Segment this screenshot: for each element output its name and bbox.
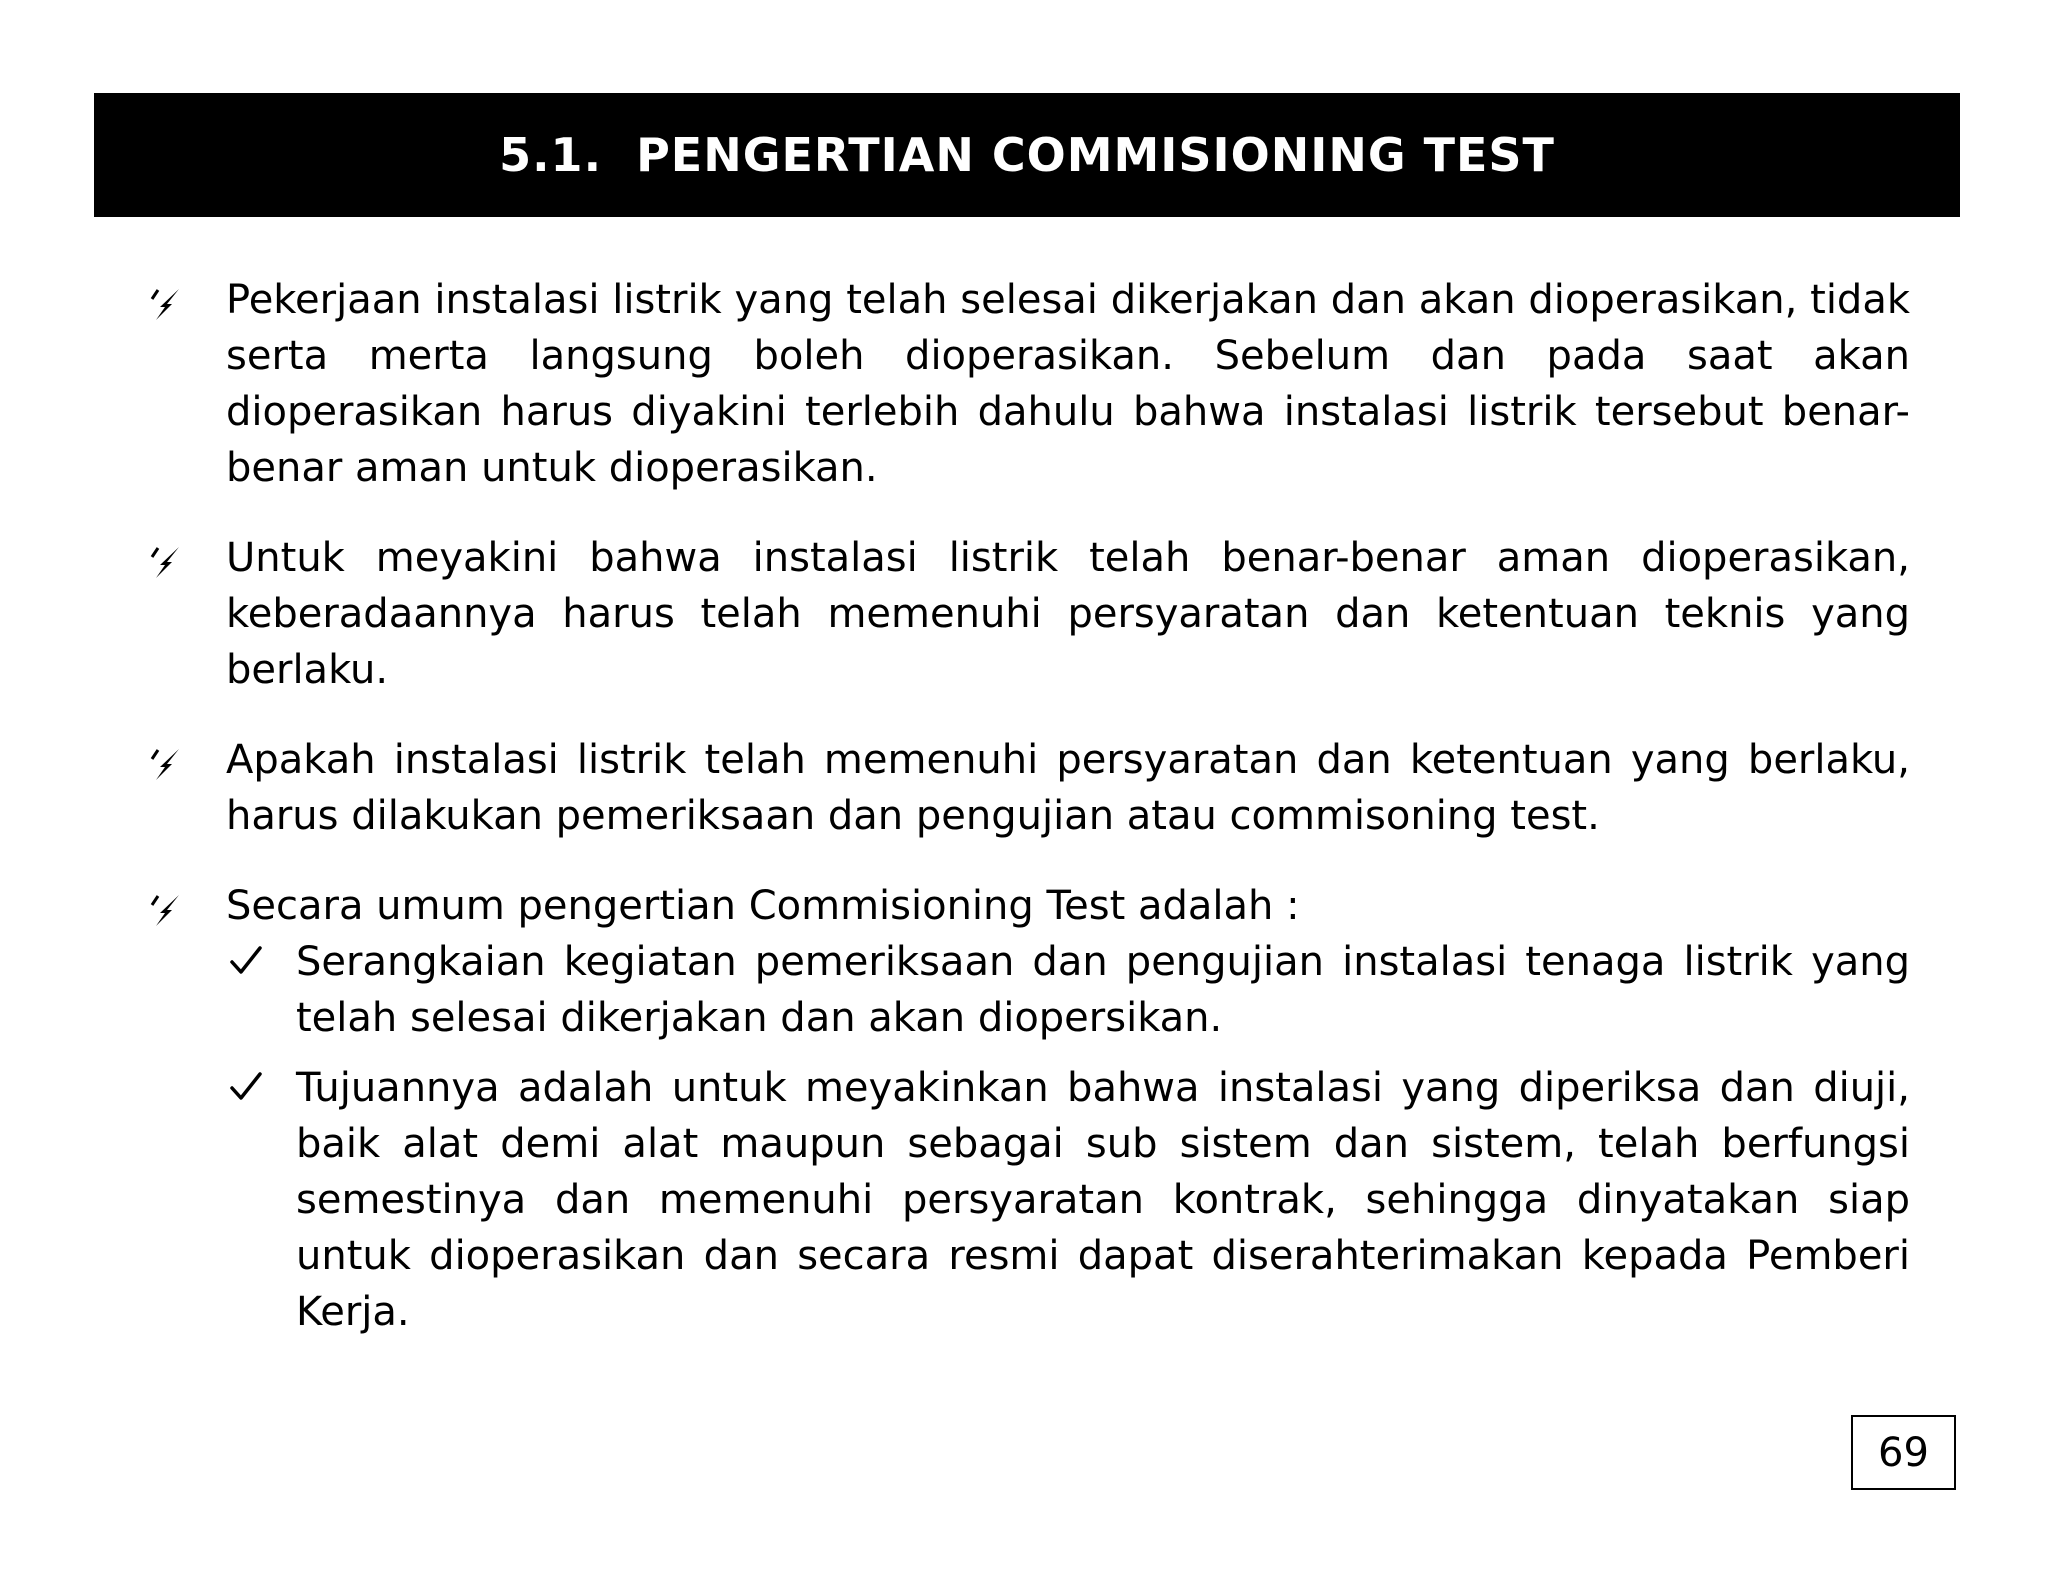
bullet-item: [144, 530, 1910, 698]
checkmark-icon: [228, 1068, 264, 1104]
lightning-bolt-icon: [148, 544, 184, 580]
bullet-text: Secara umum pengertian Commisioning Test adalah :: [226, 883, 1300, 929]
section-title-bar: [94, 93, 1960, 217]
bullet-item: [144, 732, 1910, 844]
sub-list-text: Tujuannya adalah untuk meyakinkan bahwa instalasi yang diperiksa dan diuji, baik alat demi alat maupun sebagai sub sistem dan sistem, telah berfungsi semestinya dan memenuhi persyaratan kontrak, sehingga dinyatakan siap untuk dioperasikan dan secara resmi dapat diserahterimakan kepada Pemberi Kerja.: [296, 1065, 1910, 1335]
page-number-text: 69: [1878, 1429, 1929, 1476]
bullet-item: [144, 272, 1910, 496]
lightning-bolt-icon: [148, 892, 184, 928]
page-number: [1851, 1415, 1956, 1490]
bullet-text: Untuk meyakini bahwa instalasi listrik telah benar-benar aman dioperasikan, keberadaannya harus telah memenuhi persyaratan dan ketentuan teknis yang berlaku.: [226, 535, 1910, 693]
bullet-item: [144, 878, 1910, 1340]
lightning-bolt-icon: [148, 286, 184, 322]
sub-list-item: [226, 934, 1910, 1046]
checkmark-icon: [228, 942, 264, 978]
section-title: 5.1. PENGERTIAN COMMISIONING TEST: [499, 128, 1555, 182]
bullet-text: Apakah instalasi listrik telah memenuhi persyaratan dan ketentuan yang berlaku, harus dilakukan pemeriksaan dan pengujian atau commisoning test.: [226, 737, 1910, 839]
sub-list-item: [226, 1060, 1910, 1340]
sub-list-text: Serangkaian kegiatan pemeriksaan dan pengujian instalasi tenaga listrik yang telah selesai dikerjakan dan akan diopersikan.: [296, 939, 1910, 1041]
content-body: [144, 272, 1910, 1354]
bullet-text: Pekerjaan instalasi listrik yang telah selesai dikerjakan dan akan dioperasikan, tidak serta merta langsung boleh dioperasikan. Sebelum dan pada saat akan dioperasikan harus diyakini terlebih dahulu bahwa instalasi listrik tersebut benar-benar aman untuk dioperasikan.: [226, 277, 1910, 491]
lightning-bolt-icon: [148, 746, 184, 782]
sub-list: [226, 934, 1910, 1340]
